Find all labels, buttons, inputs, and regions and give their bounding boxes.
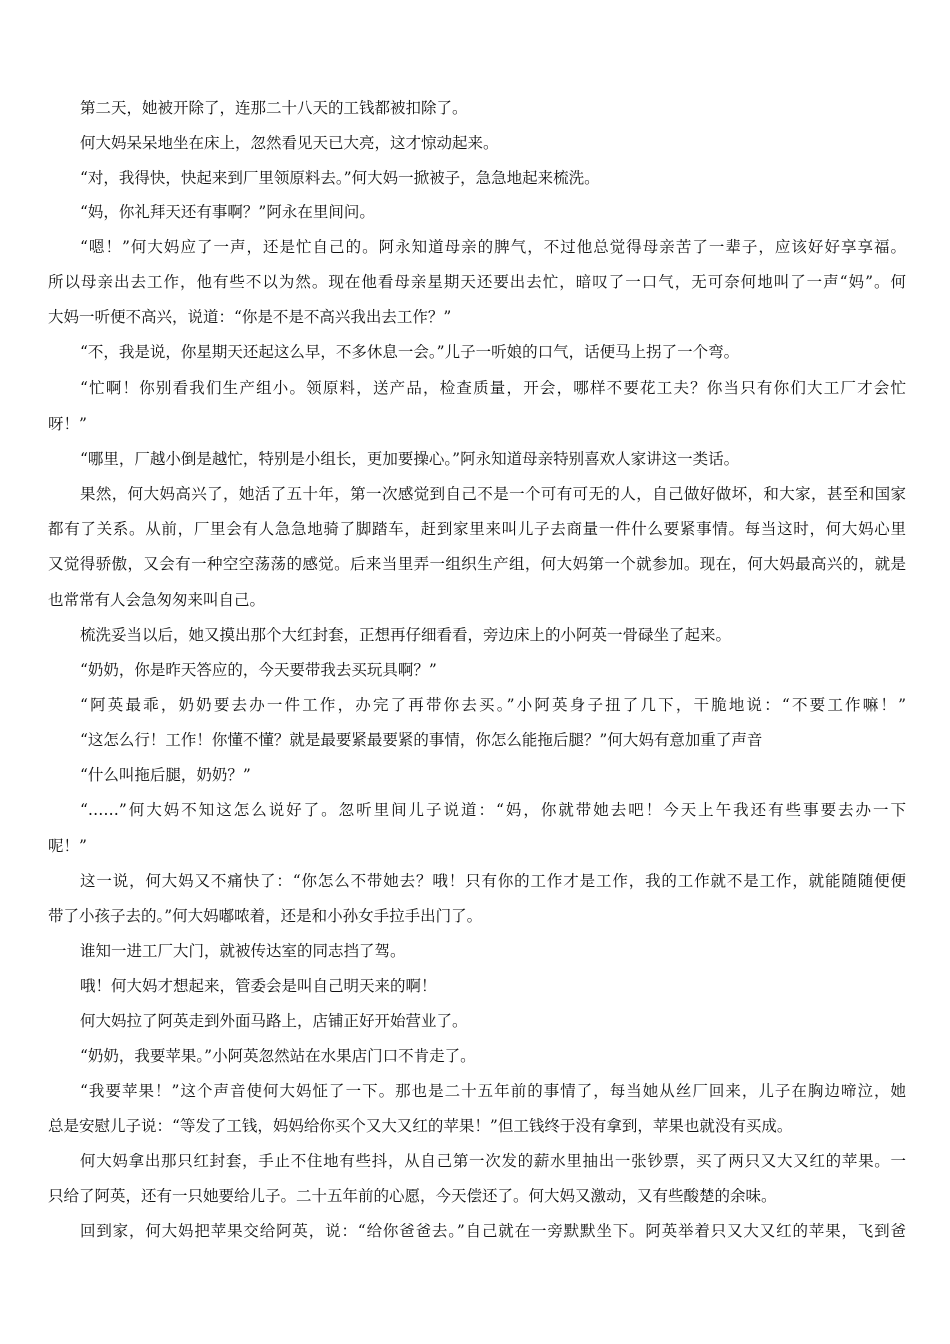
text-line: 这一说，何大妈又不痛快了：“你怎么不带她去？哦！只有你的工作才是工作，我的工作就不是工作，就能随随便便: [80, 872, 906, 890]
text-line: 带了小孩子去的。”何大妈嘟哝着，还是和小孙女手拉手出门了。: [48, 907, 483, 925]
text-line: 果然，何大妈高兴了，她活了五十年，第一次感觉到自己不是一个可有可无的人，自己做好做坏，和大家，甚至和国家: [80, 485, 906, 503]
text-line: 谁知一进工厂大门，就被传达室的同志挡了驾。: [80, 942, 406, 960]
text-line: “阿英最乖，奶奶要去办一件工作，办完了再带你去买。”小阿英身子扭了几下，干脆地说：“不要工作嘛！”: [80, 696, 906, 714]
text-line: “妈，你礼拜天还有事啊？”阿永在里间问。: [80, 203, 375, 221]
text-line: “嗯！”何大妈应了一声，还是忙自己的。阿永知道母亲的脾气，不过他总觉得母亲苦了一辈子，应该好好享享福。: [80, 238, 906, 256]
text-line: 又觉得骄傲，又会有一种空空荡荡的感觉。后来当里弄一组织生产组，何大妈第一个就参加。现在，何大妈最高兴的，就是: [48, 555, 906, 573]
text-line: “奶奶，我要苹果。”小阿英忽然站在水果店门口不肯走了。: [80, 1047, 476, 1065]
text-line: 大妈一听便不高兴，说道：“你是不是不高兴我出去工作？”: [48, 308, 452, 326]
text-line: 总是安慰儿子说：“等发了工钱，妈妈给你买个又大又红的苹果！”但工钱终于没有拿到，苹果也就没有买成。: [48, 1117, 793, 1135]
text-line: 梳洗妥当以后，她又摸出那个大红封套，正想再仔细看看，旁边床上的小阿英一骨碌坐了起来。: [80, 626, 732, 644]
text-line: 何大妈呆呆地坐在床上，忽然看见天已大亮，这才惊动起来。: [80, 134, 499, 152]
text-line: “对，我得快，快起来到厂里领原料去。”何大妈一掀被子，急急地起来梳洗。: [80, 169, 600, 187]
text-line: 所以母亲出去工作，他有些不以为然。现在他看母亲星期天还要出去忙，暗叹了一口气，无可奈何地叫了一声“妈”。何: [48, 273, 906, 291]
text-line: 何大妈拉了阿英走到外面马路上，店铺正好开始营业了。: [80, 1012, 468, 1030]
text-line: “我要苹果！”这个声音使何大妈怔了一下。那也是二十五年前的事情了，每当她从丝厂回来，儿子在胸边啼泣，她: [80, 1082, 906, 1100]
text-line: “这怎么行！工作！你懂不懂？就是最要紧最要紧的事情，你怎么能拖后腿？”何大妈有意加重了声音: [80, 731, 763, 749]
text-line: “忙啊！你别看我们生产组小。领原料，送产品，检查质量，开会，哪样不要花工夫？你当只有你们大工厂才会忙: [80, 379, 906, 397]
text-line: 只给了阿英，还有一只她要给儿子。二十五年前的心愿，今天偿还了。何大妈又激动，又有些酸楚的余味。: [48, 1187, 777, 1205]
text-line: 回到家，何大妈把苹果交给阿英，说：“给你爸爸去。”自己就在一旁默默坐下。阿英举着只又大又红的苹果，飞到爸: [80, 1222, 906, 1240]
text-line: “奶奶，你是昨天答应的，今天要带我去买玩具啊？”: [80, 661, 437, 679]
text-line: 第二天，她被开除了，连那二十八天的工钱都被扣除了。: [80, 99, 468, 117]
text-line: 哦！何大妈才想起来，管委会是叫自己明天来的啊！: [80, 977, 437, 995]
text-line: 何大妈拿出那只红封套，手止不住地有些抖，从自己第一次发的薪水里抽出一张钞票，买了两只又大又红的苹果。一: [80, 1152, 906, 1170]
text-line: 都有了关系。从前，厂里会有人急急地骑了脚踏车，赶到家里来叫儿子去商量一件什么要紧事情。每当这时，何大妈心里: [48, 520, 906, 538]
text-line: 呢！”: [48, 837, 87, 855]
text-line: 也常常有人会急匆匆来叫自己。: [48, 591, 266, 609]
text-line: 呀！”: [48, 415, 87, 433]
text-line: “……”何大妈不知这怎么说好了。忽听里间儿子说道：“妈，你就带她去吧！今天上午我还有些事要去办一下: [80, 801, 906, 819]
text-line: “什么叫拖后腿，奶奶？”: [80, 766, 251, 784]
text-line: “哪里，厂越小倒是越忙，特别是小组长，更加要操心。”阿永知道母亲特别喜欢人家讲这一类话。: [80, 450, 740, 468]
text-line: “不，我是说，你星期天还起这么早，不多休息一会。”儿子一听娘的口气，话便马上拐了一个弯。: [80, 343, 740, 361]
